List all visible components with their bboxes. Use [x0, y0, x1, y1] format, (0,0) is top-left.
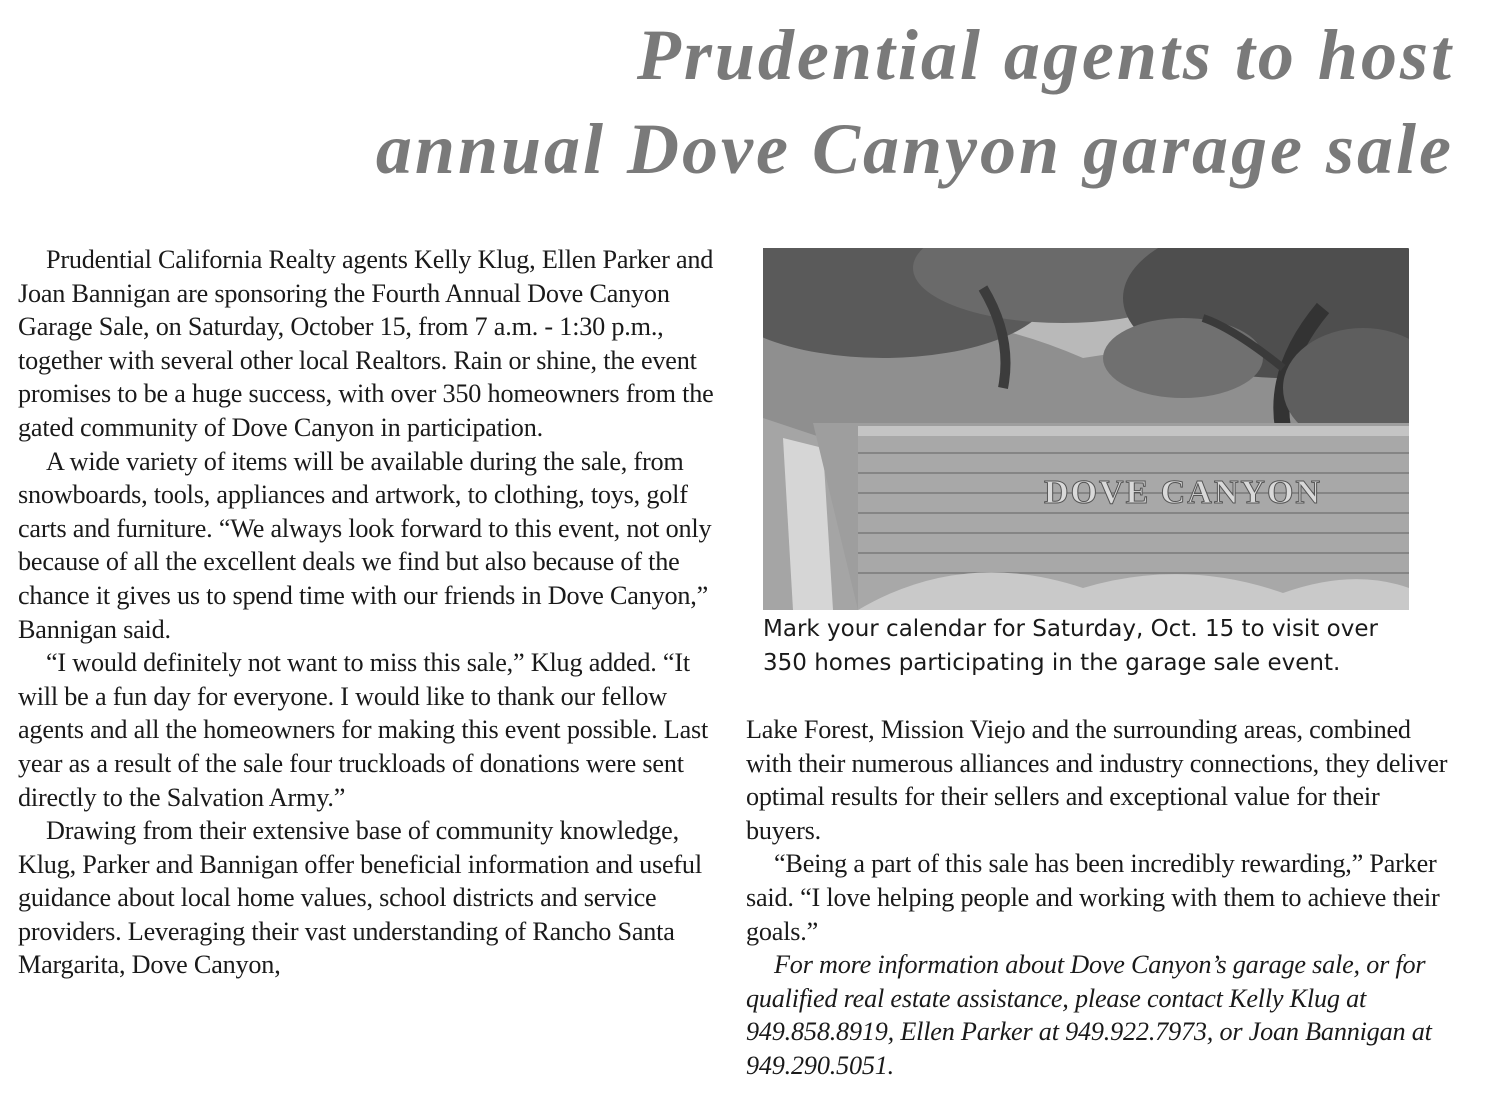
paragraph-5: Lake Forest, Mission Viejo and the surrounding areas, combined with their numerous alliances and industry connections, they deliver optimal results for their sellers and exceptional value for their buyers. [746, 715, 1448, 845]
left-column [18, 243, 730, 982]
headline-line-2: annual Dove Canyon garage sale [375, 109, 1454, 189]
paragraph-6: “Being a part of this sale has been incredibly rewarding,” Parker said. “I love helping people and working with them to achieve their goals.” [746, 849, 1440, 946]
paragraph-2: A wide variety of items will be available during the sale, from snowboards, tools, appliances and artwork, to clothing, toys, golf carts and furniture. “We always look forward to this event, not only because of all the excellent deals we find but also because of the chance it gives us to spend time with our friends in Dove Canyon,” Bannigan said. [18, 446, 712, 644]
headline [54, 8, 1454, 196]
sign-lettering: DOVE CANYON [1044, 474, 1322, 511]
headline-line-1: Prudential agents to host [636, 15, 1454, 95]
caption-line-2: 350 homes participating in the garage sale event. [763, 650, 1341, 676]
right-column [746, 713, 1458, 1083]
paragraph-3: “I would definitely not want to miss this sale,” Klug added. “It will be a fun day for everyone. I would like to thank our fellow agents and all the homeowners for making this event possible. Last year as a result of the sale four truckloads of donations were sent directly to the Salvation Army.” [18, 648, 709, 812]
photo-caption [763, 612, 1423, 680]
paragraph-4: Drawing from their extensive base of community knowledge, Klug, Parker and Bannigan offer beneficial information and useful guidance about local home values, school districts and service providers. Leveraging their vast understanding of Rancho Santa Margarita, Dove Canyon, [18, 816, 702, 980]
contact-paragraph: For more information about Dove Canyon’s garage sale, or for qualified real estate assistance, please contact Kelly Klug at 949.858.8919, Ellen Parker at 949.922.7973, or Joan Bannigan at 949.290.5051. [746, 950, 1432, 1080]
paragraph-1: Prudential California Realty agents Kelly Klug, Ellen Parker and Joan Bannigan are sponsoring the Fourth Annual Dove Canyon Garage Sale, on Saturday, October 15, from 7 a.m. - 1:30 p.m., together with several other local Realtors. Rain or shine, the event promises to be a huge success, with over 350 homeowners from the gated community of Dove Canyon in participation. [18, 245, 714, 442]
dove-canyon-sign-photo [763, 248, 1409, 610]
caption-line-1: Mark your calendar for Saturday, Oct. 15 to visit over [763, 616, 1378, 642]
